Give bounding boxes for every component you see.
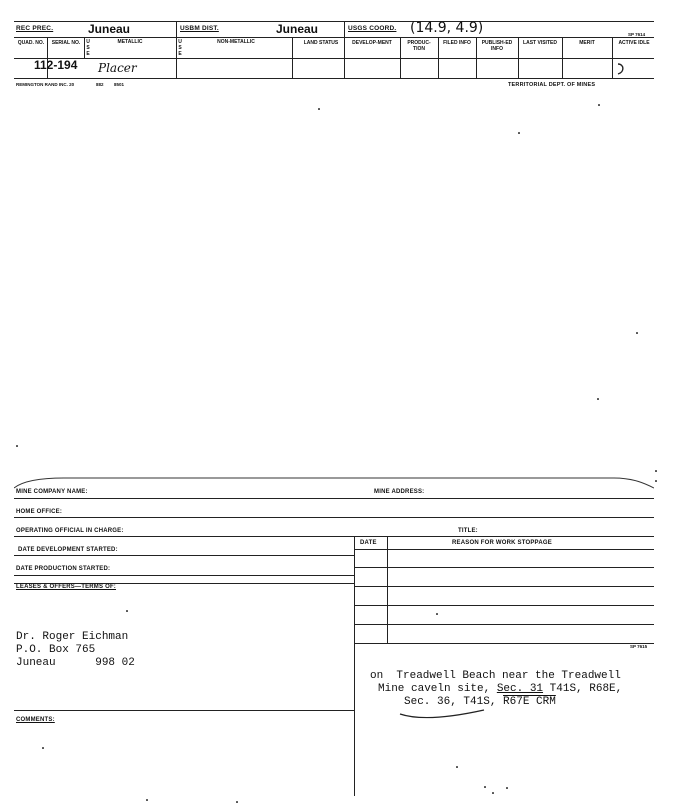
printer-code-2: 8501 (114, 82, 125, 87)
mine-company-name-label: MINE COMPANY NAME: (16, 489, 88, 495)
mine-address-label: MINE ADDRESS: (374, 489, 425, 495)
owner-address: P.O. Box 765 (16, 644, 96, 656)
date-header: DATE (360, 540, 377, 546)
col-land-status: LAND STATUS (303, 40, 339, 46)
leases-label: LEASES & OFFERS—TERMS OF: (16, 584, 117, 590)
printer-line: REMINGTON RAND INC. 20 (16, 82, 75, 87)
col-use-2: U S E (178, 39, 182, 57)
col-last-visited: LAST VISITED (523, 40, 557, 46)
home-office-label: HOME OFFICE: (16, 509, 63, 515)
col-quad-no: QUAD. NO. (17, 40, 45, 46)
location-range: R67E CRM (503, 696, 556, 708)
printer-code-1: 882 (96, 82, 104, 87)
rec-prec-value: Juneau (88, 22, 131, 36)
serial-value: 112-194 (34, 58, 78, 72)
location-line-2: Mine caveln site, Sec. 31 T41S, R68E, (378, 683, 623, 695)
top-form-number: SP 7614 (628, 32, 646, 37)
comments-label: COMMENTS: (16, 717, 55, 723)
date-production-label: DATE PRODUCTION STARTED: (16, 566, 111, 572)
col-published-info: PUBLISH-ED INFO (481, 40, 513, 52)
usbm-dist-label: USBM DIST. (180, 25, 219, 32)
usbm-dist-value: Juneau (276, 22, 319, 36)
usgs-coord-label: USGS COORD. (348, 25, 397, 32)
col-development: DEVELOP-MENT (352, 40, 392, 46)
location-section-31: Sec. 31 (496, 683, 544, 695)
date-development-label: DATE DEVELOPMENT STARTED: (18, 547, 118, 553)
underline-swoosh-icon (398, 706, 488, 720)
bottom-form-number: SP 7615 (630, 644, 648, 649)
metallic-value: Placer (98, 61, 137, 75)
rec-prec-label: REC PREC. (16, 25, 54, 32)
title-label: TITLE: (458, 528, 478, 534)
operating-official-label: OPERATING OFFICIAL IN CHARGE: (16, 528, 124, 534)
col-serial-no: SERIAL NO. (51, 40, 81, 46)
owner-name: Dr. Roger Eichman (16, 631, 129, 643)
location-line-3: Sec. 36, T41S, R67E CRM (404, 696, 556, 708)
col-use-1: U S E (86, 39, 90, 57)
col-filed-info: FILED INFO (443, 40, 471, 46)
col-merit: MERIT (579, 40, 595, 46)
col-active-idle: ACTIVE IDLE (618, 40, 650, 46)
col-production: PRODUC-TION (407, 40, 431, 52)
col-non-metallic: NON-METALLIC (217, 39, 255, 45)
owner-city-zip: Juneau 998 02 (16, 657, 135, 669)
usgs-coord-value: (14.9, 4.9) (410, 20, 484, 36)
active-mark-icon (614, 62, 628, 76)
reason-header: REASON FOR WORK STOPPAGE (452, 540, 552, 546)
department-label: TERRITORIAL DEPT. OF MINES (508, 82, 596, 88)
col-metallic: METALLIC (117, 39, 143, 45)
location-line-1: on Treadwell Beach near the Treadwell (370, 670, 621, 682)
